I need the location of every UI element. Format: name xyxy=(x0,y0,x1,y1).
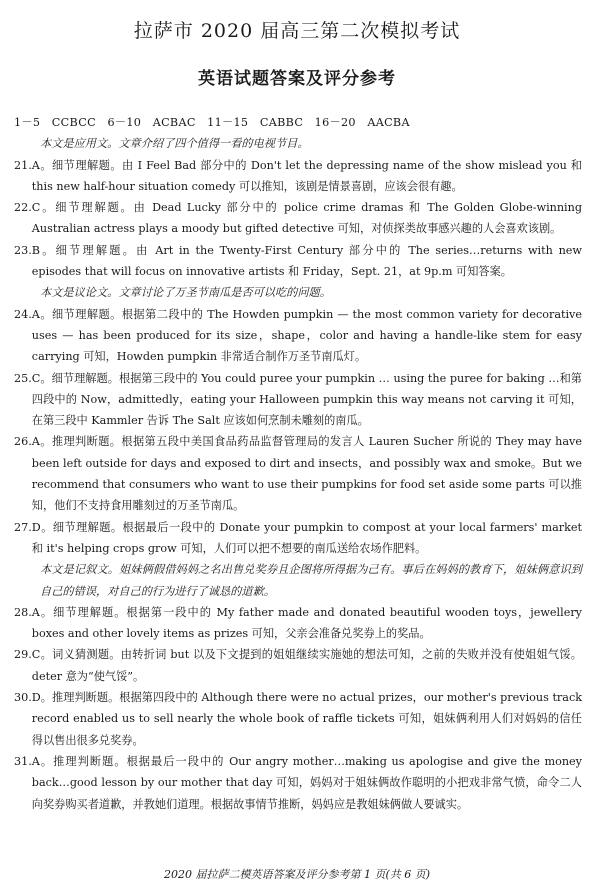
question-number: 29. xyxy=(14,648,32,662)
question-number: 28. xyxy=(14,605,32,619)
answer-explanation: A。推理判断题。根据最后一段中的 Our angry mother…making us apologise and give the money back…good lesson by our mother that day 可知，妈妈对于姐妹俩故作聪明的小把戏非常气愤，命令二人向奖券购买者道歉，并教她们道理。根据故事情节推断，妈妈应是教姐妹俩做人要诚实。 xyxy=(31,754,582,811)
question-number: 23. xyxy=(14,243,32,257)
question-number: 25. xyxy=(14,371,32,385)
passage-intro: 本文是议论文。文章讨论了万圣节南瓜是否可以吃的问题。 xyxy=(40,286,331,300)
answer-explanation: A。细节理解题。根据第二段中的 The Howden pumpkin — the most common variety for decorative uses — has been produced for its size，shape，color and having a handle-like stem for easy carrying 可知，Howden pumpkin 非常适合制作万圣节南瓜灯。 xyxy=(31,307,582,364)
multiple-choice-answers: 1－5 CCBCC 6－10 ACBAC 11－15 CABBC 16－20 AACBA xyxy=(14,116,410,129)
answer-item xyxy=(14,197,582,240)
answer-explanation: C。词义猜测题。由转折词 but 以及下文提到的姐姐继续实施她的想法可知，之前的失败并没有使姐姐气馁。deter 意为“使气馁”。 xyxy=(31,648,582,683)
question-number: 22. xyxy=(14,201,32,215)
answer-explanation: B。细节理解题。由 Art in the Twenty-First Century 部分中的 The series…returns with new episodes that will focus on innovative artists 和 Friday，Sept. 21，at 9p.m 可知答案。 xyxy=(31,243,582,279)
page-footer: 2020 届拉萨二模英语答案及评分参考第 1 页(共 6 页) xyxy=(163,868,431,881)
answer-item xyxy=(14,240,582,283)
answer-item xyxy=(14,687,582,751)
answer-item xyxy=(14,304,582,368)
answer-explanation: C。细节理解题。根据第三段中的 You could puree your pumpkin … using the puree for baking …和第四段中的 Now，admittedly，eating your Halloween pumpkin this way means not carving it 可知，在第三段中 Kammler 告诉 The Salt 应该如何烹制未雕刻的南瓜。 xyxy=(31,371,582,428)
answer-item xyxy=(14,368,582,432)
answer-item xyxy=(14,155,582,198)
answer-explanation: A。推理判断题。根据第五段中美国食品药品监督管理局的发言人 Lauren Sucher 所说的 They may have been left outside for days and exposed to dirt and insects，and possibly wax and smoke。But we recommend that consumers who want to use their pumpkins for food set aside some parts 可以推知，他们不支持食用雕刻过的万圣节南瓜。 xyxy=(31,435,582,513)
passage-section xyxy=(14,559,582,815)
answer-item xyxy=(14,644,582,687)
answer-explanation: D。细节理解题。根据最后一段中的 Donate your pumpkin to compost at your local farmers' market 和 it's helping crops grow 可知，人们可以把不想要的南瓜送给农场作肥料。 xyxy=(31,520,582,555)
exam-title: 拉萨市 2020 届高三第二次模拟考试 xyxy=(133,20,461,42)
answer-body xyxy=(14,112,582,815)
passage-section xyxy=(14,282,582,559)
passage-intro: 本文是应用文。文章介绍了四个值得一看的电视节目。 xyxy=(40,137,309,151)
answer-item xyxy=(14,431,582,516)
answer-explanation: A。细节理解题。根据第一段中的 My father made and donated beautiful wooden toys，jewellery boxes and other lovely items as prizes 可知，父亲会准备兑奖券上的奖品。 xyxy=(31,605,582,641)
question-number: 27. xyxy=(14,520,32,534)
question-number: 30. xyxy=(14,691,32,705)
answer-explanation: D。推理判断题。根据第四段中的 Although there were no actual prizes，our mother's previous track record enabled us to sell nearly the whole book of raffle tickets 可知，姐妹俩利用人们对妈妈的信任得以售出很多兑奖券。 xyxy=(31,691,582,747)
question-number: 24. xyxy=(14,307,32,321)
answer-explanation: A。细节理解题。由 I Feel Bad 部分中的 Don't let the depressing name of the show mislead you 和 this new half-hour situation comedy 可以推知，该剧是情景喜剧，应该会很有趣。 xyxy=(31,158,582,193)
passage-section xyxy=(14,133,582,282)
answer-item xyxy=(14,602,582,645)
question-number: 21. xyxy=(14,158,32,172)
passage-intro: 本文是记叙文。姐妹俩假借妈妈之名出售兑奖券且企图将所得据为己有。事后在妈妈的教育下，姐妹俩意识到自己的错误，对自己的行为进行了诚恳的道歉。 xyxy=(40,563,582,598)
answer-item xyxy=(14,517,582,560)
question-number: 31. xyxy=(14,754,32,768)
answer-explanation: C。细节理解题。由 Dead Lucky 部分中的 police crime dramas 和 The Golden Globe-winning Australian actress plays a moody but gifted detective 可知，对侦探类故事感兴趣的人会喜欢该剧。 xyxy=(31,201,582,236)
question-number: 26. xyxy=(14,435,32,449)
answer-key-subtitle: 英语试题答案及评分参考 xyxy=(198,69,396,89)
answer-item xyxy=(14,751,582,815)
